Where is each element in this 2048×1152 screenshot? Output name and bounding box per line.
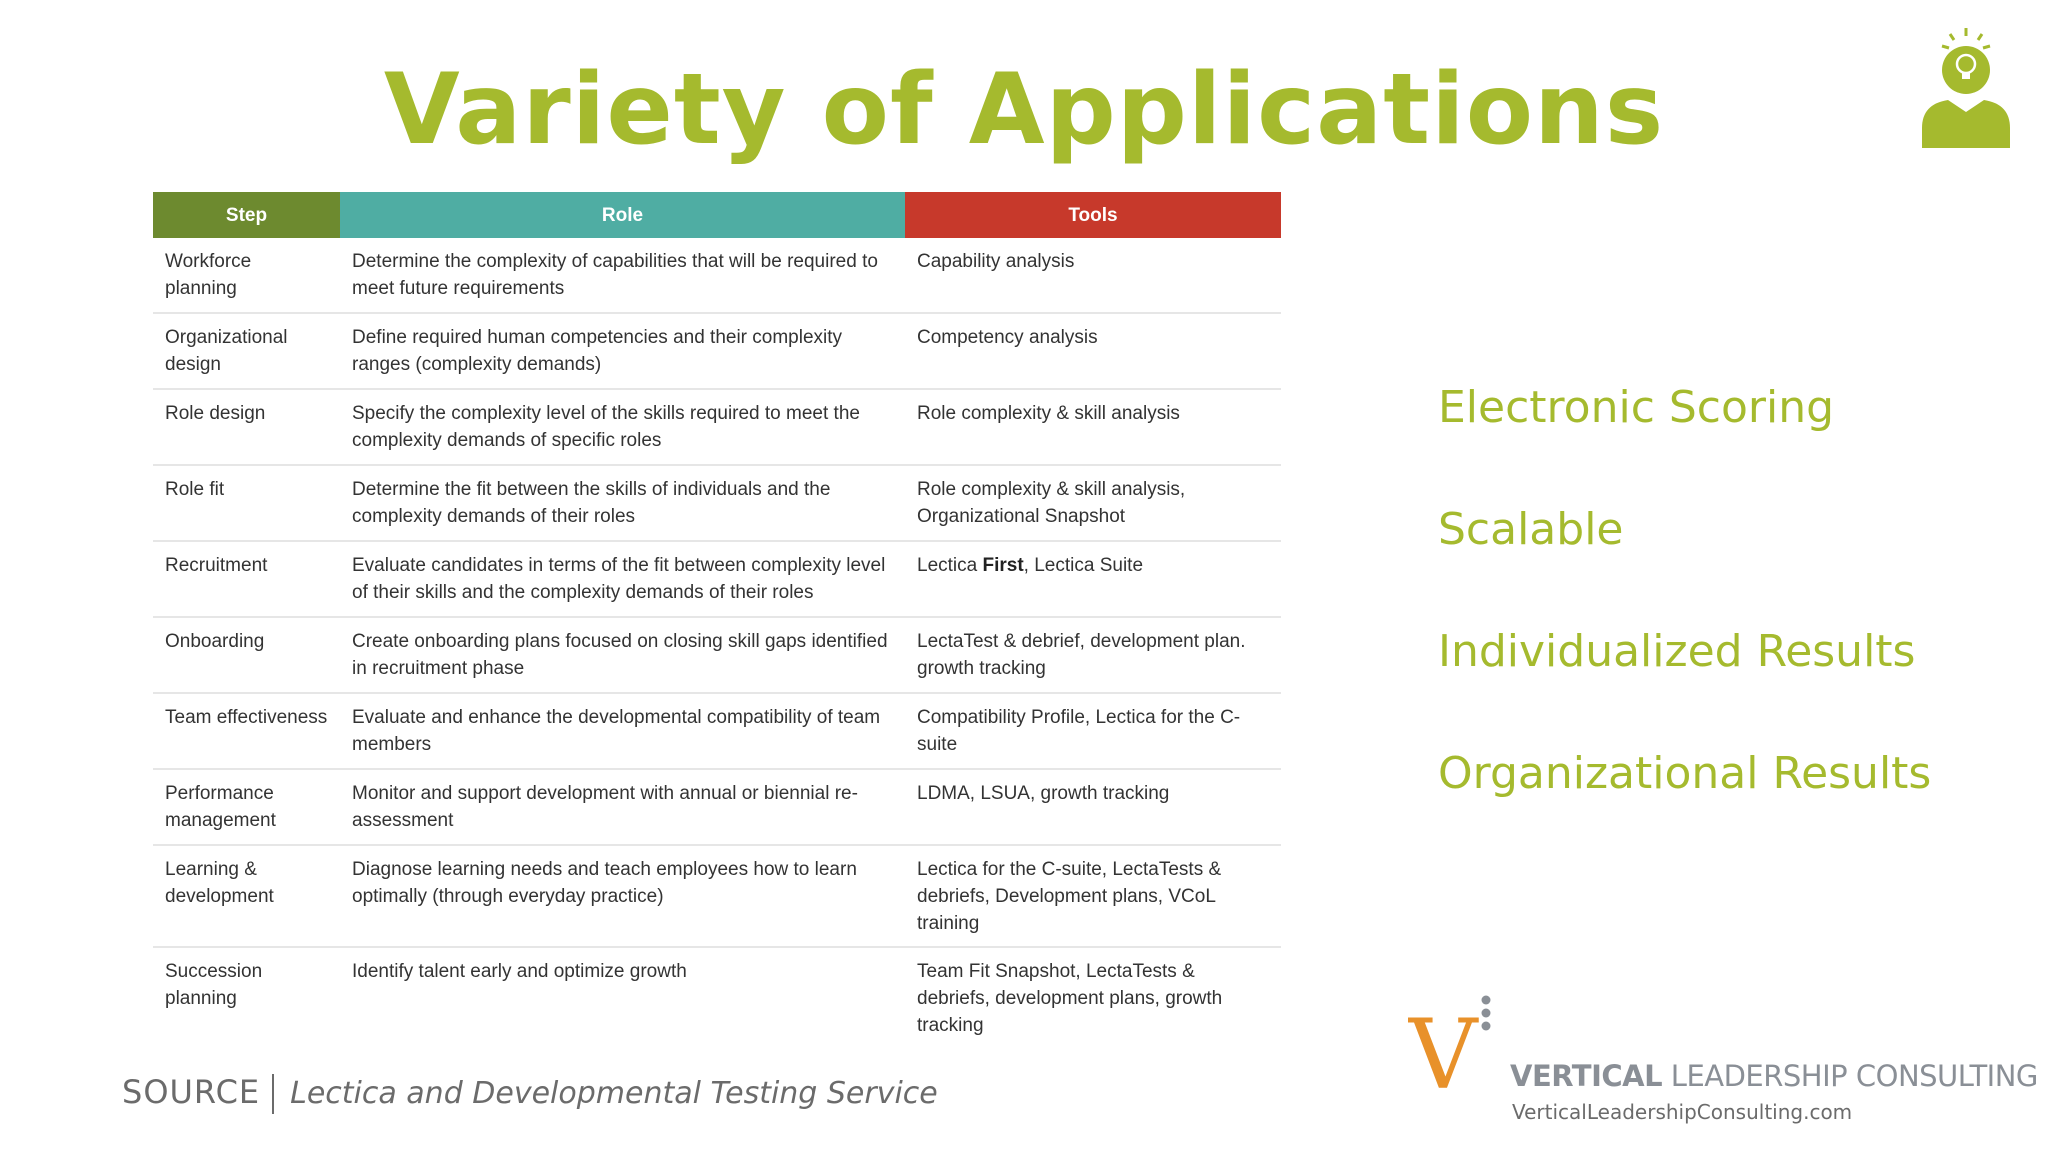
table-row <box>153 947 1281 1048</box>
vertical-v-logo-icon <box>1408 992 1494 1092</box>
step-cell: Onboarding <box>153 617 340 693</box>
table-row <box>153 541 1281 617</box>
tools-cell: Team Fit Snapshot, LectaTests & debriefs, development plans, growth tracking <box>917 961 1223 1036</box>
tools-cell <box>905 541 1281 617</box>
tools-text-bold: First <box>982 555 1024 576</box>
role-cell: Evaluate candidates in terms of the fit between complexity level of their skills and the complexity demands of their roles <box>340 541 905 617</box>
table-row <box>153 617 1281 693</box>
table-row <box>153 313 1281 389</box>
source-citation <box>122 1068 938 1118</box>
company-name-bold: VERTICAL <box>1510 1059 1663 1093</box>
feature-individualized-results: Individualized Results <box>1438 626 1916 677</box>
tools-cell: Role complexity & skill analysis, Organizational Snapshot <box>905 465 1281 541</box>
tools-text-suffix: , Lectica Suite <box>1023 555 1144 576</box>
role-cell: Diagnose learning needs and teach employees how to learn optimally (through everyday practice) <box>340 845 905 947</box>
tools-cell: Capability analysis <box>905 238 1281 313</box>
table-row <box>153 465 1281 541</box>
company-name <box>1510 1056 2038 1096</box>
tools-cell: Role complexity & skill analysis <box>905 389 1281 465</box>
feature-organizational-results: Organizational Results <box>1438 748 1932 799</box>
step-cell: Role fit <box>153 465 340 541</box>
role-cell: Specify the complexity level of the skills required to meet the complexity demands of specific roles <box>340 389 905 465</box>
step-cell: Team effectiveness <box>153 693 340 769</box>
logo-letter: V <box>1408 999 1478 1092</box>
applications-table <box>153 192 1281 1048</box>
feature-scalable: Scalable <box>1438 504 1624 555</box>
step-cell: Succession planning <box>165 961 263 1009</box>
step-cell: Role design <box>153 389 340 465</box>
table-row <box>153 693 1281 769</box>
source-divider <box>272 1074 274 1114</box>
step-cell: Learning & development <box>153 845 340 947</box>
column-header-step: Step <box>153 192 340 238</box>
step-cell: Organizational design <box>153 313 340 389</box>
company-name-rest: LEADERSHIP CONSULTING <box>1662 1059 2038 1093</box>
role-cell: Determine the complexity of capabilities that will be required to meet future requirements <box>340 238 905 313</box>
table-row <box>153 845 1281 947</box>
company-url: VerticalLeadershipConsulting.com <box>1512 1100 1853 1124</box>
role-cell: Define required human competencies and their complexity ranges (complexity demands) <box>340 313 905 389</box>
table-row <box>153 769 1281 845</box>
slide-title: Variety of Applications <box>383 53 1665 167</box>
table-row <box>153 238 1281 313</box>
step-cell: Workforce planning <box>153 238 340 313</box>
feature-electronic-scoring: Electronic Scoring <box>1438 382 1835 433</box>
source-text: Lectica and Developmental Testing Service <box>290 1076 938 1111</box>
role-cell: Determine the fit between the skills of individuals and the complexity demands of their roles <box>340 465 905 541</box>
column-header-role: Role <box>340 192 905 238</box>
role-cell: Evaluate and enhance the developmental compatibility of team members <box>340 693 905 769</box>
person-with-lightbulb-icon <box>1918 24 2014 152</box>
table-header-row <box>153 192 1281 238</box>
column-header-tools: Tools <box>905 192 1281 238</box>
tools-cell: LectaTest & debrief, development plan. growth tracking <box>905 617 1281 693</box>
table-row <box>153 389 1281 465</box>
role-cell: Identify talent early and optimize growth <box>352 961 687 982</box>
role-cell: Create onboarding plans focused on closing skill gaps identified in recruitment phase <box>340 617 905 693</box>
step-cell: Performance management <box>153 769 340 845</box>
source-label: SOURCE <box>122 1073 261 1111</box>
tools-cell: Competency analysis <box>905 313 1281 389</box>
tools-cell: Compatibility Profile, Lectica for the C-suite <box>905 693 1281 769</box>
tools-text-prefix: Lectica <box>917 555 983 576</box>
role-cell: Monitor and support development with annual or biennial re-assessment <box>340 769 905 845</box>
tools-cell: LDMA, LSUA, growth tracking <box>905 769 1281 845</box>
step-cell: Recruitment <box>153 541 340 617</box>
tools-cell: Lectica for the C-suite, LectaTests & debriefs, Development plans, VCoL training <box>905 845 1281 947</box>
feature-list <box>1438 380 1998 868</box>
